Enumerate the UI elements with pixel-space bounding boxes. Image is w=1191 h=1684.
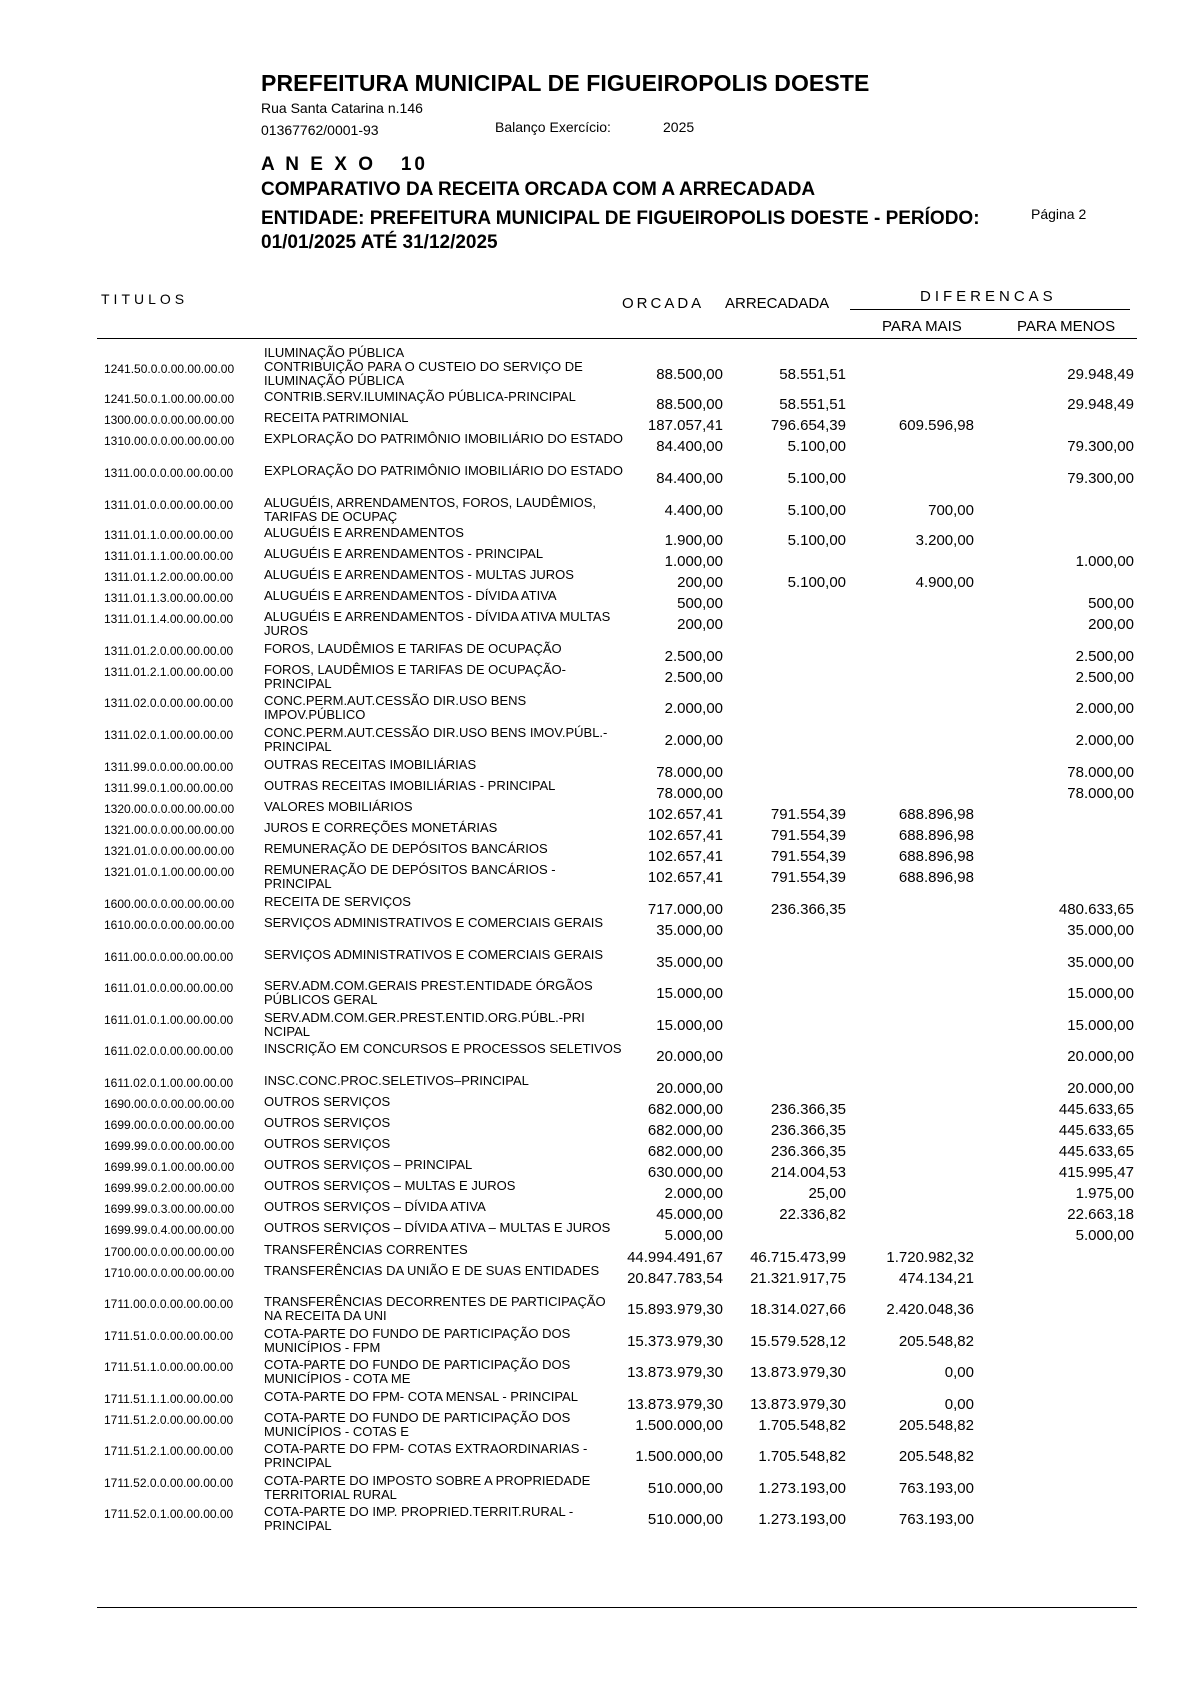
row-description: TRANSFERÊNCIAS DA UNIÃO E DE SUAS ENTIDADES	[264, 1263, 600, 1278]
row-para-mais: 688.896,98	[898, 827, 974, 844]
col-para-mais: PARA MAIS	[882, 318, 962, 335]
balanco-label: Balanço Exercício:	[495, 119, 611, 135]
row-orcada: 2.000,00	[664, 732, 723, 749]
col-diferencas: DIFERENCAS	[920, 288, 1057, 305]
row-code: 1711.51.2.0.00.00.00.00	[104, 1413, 234, 1427]
row-description: EXPLORAÇÃO DO PATRIMÔNIO IMOBILIÁRIO DO ESTADO	[264, 431, 623, 446]
row-code: 1611.02.0.1.00.00.00.00	[104, 1076, 234, 1090]
row-para-menos: 1.000,00	[1075, 553, 1134, 570]
row-description: CONC.PERM.AUT.CESSÃO DIR.USO BENS IMPOV.PÚBLICO	[264, 693, 527, 722]
row-orcada: 102.657,41	[647, 806, 723, 823]
row-arrecadada: 1.705.548,82	[758, 1417, 846, 1434]
row-arrecadada: 5.100,00	[787, 470, 846, 487]
row-code: 1711.52.0.0.00.00.00.00	[104, 1476, 234, 1490]
row-code: 1321.00.0.0.00.00.00.00	[104, 823, 235, 837]
row-arrecadada: 1.705.548,82	[758, 1448, 846, 1465]
row-code: 1311.01.1.0.00.00.00.00	[104, 528, 234, 542]
row-code: 1711.51.2.1.00.00.00.00	[104, 1444, 234, 1458]
row-code: 1690.00.0.0.00.00.00.00	[104, 1097, 235, 1111]
row-code: 1311.02.0.0.00.00.00.00	[104, 696, 234, 710]
row-code: 1311.99.0.1.00.00.00.00	[104, 781, 234, 795]
row-orcada: 200,00	[677, 616, 723, 633]
row-code: 1699.99.0.1.00.00.00.00	[104, 1160, 235, 1174]
row-orcada: 510.000,00	[647, 1480, 723, 1497]
row-orcada: 13.873.979,30	[627, 1396, 723, 1413]
row-para-mais: 763.193,00	[898, 1511, 974, 1528]
row-description: TRANSFERÊNCIAS CORRENTES	[264, 1242, 468, 1257]
col-titulos: TITULOS	[101, 291, 189, 307]
row-arrecadada: 236.366,35	[770, 1122, 846, 1139]
carried-description: ILUMINAÇÃO PÚBLICA	[264, 345, 405, 360]
row-description: ALUGUÉIS E ARRENDAMENTOS - MULTAS JUROS	[264, 567, 574, 582]
row-code: 1699.99.0.3.00.00.00.00	[104, 1202, 235, 1216]
row-para-menos: 5.000,00	[1075, 1227, 1134, 1244]
col-para-menos: PARA MENOS	[1017, 318, 1116, 335]
row-orcada: 630.000,00	[647, 1164, 723, 1181]
year-value: 2025	[663, 119, 695, 135]
row-orcada: 20.000,00	[656, 1048, 723, 1065]
row-code: 1311.01.1.2.00.00.00.00	[104, 570, 234, 584]
row-para-mais: 3.200,00	[915, 532, 974, 549]
row-orcada: 102.657,41	[647, 869, 723, 886]
row-arrecadada: 236.366,35	[770, 1143, 846, 1160]
row-para-menos: 29.948,49	[1067, 396, 1134, 413]
row-code: 1311.01.0.0.00.00.00.00	[104, 498, 234, 512]
row-orcada: 500,00	[677, 595, 723, 612]
row-description: OUTROS SERVIÇOS	[264, 1094, 391, 1109]
row-para-menos: 2.500,00	[1075, 669, 1134, 686]
cnpj-text: 01367762/0001-93	[261, 122, 379, 138]
row-arrecadada: 1.273.193,00	[758, 1480, 846, 1497]
row-arrecadada: 21.321.917,75	[750, 1270, 846, 1287]
row-description: INSC.CONC.PROC.SELETIVOS–PRINCIPAL	[264, 1073, 529, 1088]
row-orcada: 13.873.979,30	[627, 1364, 723, 1381]
row-arrecadada: 791.554,39	[770, 848, 846, 865]
address-text: Rua Santa Catarina n.146	[261, 100, 423, 116]
row-orcada: 1.500.000,00	[635, 1417, 723, 1434]
row-orcada: 2.000,00	[664, 700, 723, 717]
row-description: COTA-PARTE DO IMP. PROPRIED.TERRIT.RURAL - PRINCIPAL	[264, 1504, 574, 1533]
row-arrecadada: 791.554,39	[770, 806, 846, 823]
row-para-mais: 688.896,98	[898, 848, 974, 865]
row-description: FOROS, LAUDÊMIOS E TARIFAS DE OCUPAÇÃO-PRINCIPAL	[264, 662, 566, 691]
col-orcada: ORCADA	[622, 295, 705, 312]
row-para-mais: 763.193,00	[898, 1480, 974, 1497]
row-orcada: 15.373.979,30	[627, 1333, 723, 1350]
row-arrecadada: 214.004,53	[770, 1164, 846, 1181]
row-arrecadada: 5.100,00	[787, 502, 846, 519]
row-orcada: 5.000,00	[664, 1227, 723, 1244]
row-para-menos: 2.000,00	[1075, 732, 1134, 749]
row-description: SERVIÇOS ADMINISTRATIVOS E COMERCIAIS GERAIS	[264, 915, 604, 930]
row-orcada: 717.000,00	[647, 901, 723, 918]
row-para-menos: 15.000,00	[1067, 1017, 1134, 1034]
row-orcada: 682.000,00	[647, 1143, 723, 1160]
row-orcada: 35.000,00	[656, 922, 723, 939]
row-code: 1311.01.1.1.00.00.00.00	[104, 549, 234, 563]
row-description: OUTRAS RECEITAS IMOBILIÁRIAS - PRINCIPAL	[264, 778, 556, 793]
row-orcada: 1.500.000,00	[635, 1448, 723, 1465]
row-orcada: 88.500,00	[656, 396, 723, 413]
row-arrecadada: 22.336,82	[779, 1206, 846, 1223]
row-orcada: 88.500,00	[656, 366, 723, 383]
row-para-mais: 205.548,82	[898, 1448, 974, 1465]
row-description: OUTROS SERVIÇOS – DÍVIDA ATIVA	[264, 1199, 486, 1214]
row-code: 1241.50.0.0.00.00.00.00	[104, 362, 235, 376]
row-orcada: 2.500,00	[664, 648, 723, 665]
table-bottom-divider	[97, 1607, 1137, 1608]
row-description: EXPLORAÇÃO DO PATRIMÔNIO IMOBILIÁRIO DO ESTADO	[264, 463, 623, 478]
row-orcada: 84.400,00	[656, 470, 723, 487]
row-para-menos: 20.000,00	[1067, 1080, 1134, 1097]
row-description: REMUNERAÇÃO DE DEPÓSITOS BANCÁRIOS	[264, 841, 548, 856]
row-orcada: 682.000,00	[647, 1101, 723, 1118]
row-code: 1610.00.0.0.00.00.00.00	[104, 918, 235, 932]
report-subtitle: COMPARATIVO DA RECEITA ORCADA COM A ARRECADADA	[261, 179, 816, 200]
row-para-mais: 0,00	[944, 1396, 974, 1413]
row-para-menos: 78.000,00	[1067, 764, 1134, 781]
row-description: REMUNERAÇÃO DE DEPÓSITOS BANCÁRIOS - PRINCIPAL	[264, 862, 556, 891]
row-para-menos: 480.633,65	[1058, 901, 1134, 918]
entity-period: ENTIDADE: PREFEITURA MUNICIPAL DE FIGUEIROPOLIS DOESTE - PERÍODO: 01/01/2025 ATÉ 31/12/2025	[261, 208, 980, 253]
row-para-menos: 29.948,49	[1067, 366, 1134, 383]
row-para-mais: 4.900,00	[915, 574, 974, 591]
row-para-menos: 35.000,00	[1067, 922, 1134, 939]
row-arrecadada: 15.579.528,12	[750, 1333, 846, 1350]
row-code: 1699.99.0.0.00.00.00.00	[104, 1139, 235, 1153]
row-code: 1711.52.0.1.00.00.00.00	[104, 1507, 234, 1521]
row-arrecadada: 25,00	[808, 1185, 846, 1202]
row-description: COTA-PARTE DO FUNDO DE PARTICIPAÇÃO DOS MUNICÍPIOS - COTAS E	[264, 1410, 571, 1439]
row-para-menos: 79.300,00	[1067, 438, 1134, 455]
row-arrecadada: 5.100,00	[787, 532, 846, 549]
row-arrecadada: 46.715.473,99	[750, 1249, 846, 1266]
row-description: SERV.ADM.COM.GERAIS PREST.ENTIDADE ÓRGÃOS PÚBLICOS GERAL	[264, 978, 593, 1007]
row-orcada: 15.000,00	[656, 985, 723, 1002]
row-orcada: 1.000,00	[664, 553, 723, 570]
row-orcada: 78.000,00	[656, 764, 723, 781]
row-para-mais: 205.548,82	[898, 1333, 974, 1350]
row-code: 1241.50.0.1.00.00.00.00	[104, 392, 235, 406]
row-para-menos: 445.633,65	[1058, 1101, 1134, 1118]
row-para-menos: 20.000,00	[1067, 1048, 1134, 1065]
page-number: Página 2	[1031, 206, 1087, 222]
row-code: 1311.01.1.3.00.00.00.00	[104, 591, 234, 605]
row-code: 1700.00.0.0.00.00.00.00	[104, 1245, 235, 1259]
row-arrecadada: 18.314.027,66	[750, 1301, 846, 1318]
row-description: OUTROS SERVIÇOS	[264, 1115, 391, 1130]
row-arrecadada: 791.554,39	[770, 869, 846, 886]
row-arrecadada: 236.366,35	[770, 901, 846, 918]
row-arrecadada: 58.551,51	[779, 396, 846, 413]
row-code: 1311.01.2.1.00.00.00.00	[104, 665, 234, 679]
row-orcada: 15.893.979,30	[627, 1301, 723, 1318]
row-arrecadada: 5.100,00	[787, 574, 846, 591]
row-code: 1699.99.0.2.00.00.00.00	[104, 1181, 235, 1195]
row-arrecadada: 13.873.979,30	[750, 1364, 846, 1381]
row-code: 1600.00.0.0.00.00.00.00	[104, 897, 235, 911]
row-description: RECEITA PATRIMONIAL	[264, 410, 409, 425]
row-para-menos: 35.000,00	[1067, 954, 1134, 971]
row-para-mais: 205.548,82	[898, 1417, 974, 1434]
row-para-menos: 78.000,00	[1067, 785, 1134, 802]
row-code: 1311.00.0.0.00.00.00.00	[104, 466, 234, 480]
row-orcada: 2.500,00	[664, 669, 723, 686]
row-para-mais: 0,00	[944, 1364, 974, 1381]
row-para-mais: 474.134,21	[898, 1270, 974, 1287]
row-para-menos: 79.300,00	[1067, 470, 1134, 487]
row-para-mais: 1.720.982,32	[886, 1249, 974, 1266]
row-orcada: 200,00	[677, 574, 723, 591]
row-code: 1311.99.0.0.00.00.00.00	[104, 760, 234, 774]
row-code: 1699.00.0.0.00.00.00.00	[104, 1118, 235, 1132]
row-code: 1611.00.0.0.00.00.00.00	[104, 950, 234, 964]
row-description: COTA-PARTE DO FUNDO DE PARTICIPAÇÃO DOS MUNICÍPIOS - COTA ME	[264, 1357, 571, 1386]
row-orcada: 187.057,41	[647, 417, 723, 434]
report-title: PREFEITURA MUNICIPAL DE FIGUEIROPOLIS DOESTE	[261, 70, 870, 96]
row-description: ALUGUÉIS E ARRENDAMENTOS	[264, 525, 464, 540]
row-code: 1300.00.0.0.00.00.00.00	[104, 413, 235, 427]
row-orcada: 682.000,00	[647, 1122, 723, 1139]
row-orcada: 102.657,41	[647, 827, 723, 844]
row-description: COTA-PARTE DO FPM- COTA MENSAL - PRINCIPAL	[264, 1389, 578, 1404]
row-code: 1321.01.0.1.00.00.00.00	[104, 865, 235, 879]
row-arrecadada: 13.873.979,30	[750, 1396, 846, 1413]
row-code: 1710.00.0.0.00.00.00.00	[104, 1266, 235, 1280]
row-description: OUTROS SERVIÇOS – MULTAS E JUROS	[264, 1178, 516, 1193]
row-para-menos: 22.663,18	[1067, 1206, 1134, 1223]
row-orcada: 1.900,00	[664, 532, 723, 549]
row-para-menos: 2.000,00	[1075, 700, 1134, 717]
row-code: 1311.02.0.1.00.00.00.00	[104, 728, 234, 742]
row-orcada: 44.994.491,67	[627, 1249, 723, 1266]
row-description: CONTRIBUIÇÃO PARA O CUSTEIO DO SERVIÇO DE ILUMINAÇÃO PÚBLICA	[264, 359, 583, 388]
row-arrecadada: 796.654,39	[770, 417, 846, 434]
row-code: 1699.99.0.4.00.00.00.00	[104, 1223, 235, 1237]
row-description: RECEITA DE SERVIÇOS	[264, 894, 411, 909]
row-code: 1711.51.0.0.00.00.00.00	[104, 1329, 234, 1343]
row-para-menos: 500,00	[1088, 595, 1134, 612]
row-para-menos: 415.995,47	[1058, 1164, 1134, 1181]
row-arrecadada: 791.554,39	[770, 827, 846, 844]
row-code: 1711.51.1.1.00.00.00.00	[104, 1392, 234, 1406]
row-code: 1310.00.0.0.00.00.00.00	[104, 434, 235, 448]
row-para-mais: 700,00	[928, 502, 974, 519]
row-description: VALORES MOBILIÁRIOS	[264, 799, 413, 814]
row-para-mais: 2.420.048,36	[886, 1301, 974, 1318]
row-orcada: 4.400,00	[664, 502, 723, 519]
row-para-menos: 15.000,00	[1067, 985, 1134, 1002]
row-description: COTA-PARTE DO FUNDO DE PARTICIPAÇÃO DOS MUNICÍPIOS - FPM	[264, 1326, 571, 1355]
row-code: 1311.01.2.0.00.00.00.00	[104, 644, 234, 658]
row-orcada: 510.000,00	[647, 1511, 723, 1528]
row-orcada: 102.657,41	[647, 848, 723, 865]
row-description: COTA-PARTE DO IMPOSTO SOBRE A PROPRIEDADE TERRITORIAL RURAL	[264, 1473, 591, 1502]
row-para-menos: 200,00	[1088, 616, 1134, 633]
row-code: 1611.01.0.0.00.00.00.00	[104, 981, 234, 995]
row-description: FOROS, LAUDÊMIOS E TARIFAS DE OCUPAÇÃO	[264, 641, 562, 656]
row-code: 1611.02.0.0.00.00.00.00	[104, 1044, 234, 1058]
row-description: OUTROS SERVIÇOS – PRINCIPAL	[264, 1157, 473, 1172]
row-code: 1711.00.0.0.00.00.00.00	[104, 1297, 234, 1311]
row-description: CONC.PERM.AUT.CESSÃO DIR.USO BENS IMOV.PÚBL.-PRINCIPAL	[264, 725, 608, 754]
row-para-mais: 688.896,98	[898, 806, 974, 823]
row-orcada: 35.000,00	[656, 954, 723, 971]
row-code: 1611.01.0.1.00.00.00.00	[104, 1013, 234, 1027]
row-description: OUTROS SERVIÇOS	[264, 1136, 391, 1151]
row-description: ALUGUÉIS E ARRENDAMENTOS - PRINCIPAL	[264, 546, 544, 561]
row-para-menos: 2.500,00	[1075, 648, 1134, 665]
row-description: ALUGUÉIS, ARRENDAMENTOS, FOROS, LAUDÊMIOS, TARIFAS DE OCUPAÇ	[264, 495, 597, 524]
row-description: ALUGUÉIS E ARRENDAMENTOS - DÍVIDA ATIVA MULTAS JUROS	[264, 609, 611, 638]
row-description: TRANSFERÊNCIAS DECORRENTES DE PARTICIPAÇÃO NA RECEITA DA UNI	[264, 1294, 606, 1323]
row-para-mais: 609.596,98	[898, 417, 974, 434]
row-arrecadada: 236.366,35	[770, 1101, 846, 1118]
row-description: ALUGUÉIS E ARRENDAMENTOS - DÍVIDA ATIVA	[264, 588, 557, 603]
row-code: 1320.00.0.0.00.00.00.00	[104, 802, 235, 816]
row-description: SERVIÇOS ADMINISTRATIVOS E COMERCIAIS GERAIS	[264, 947, 604, 962]
row-para-menos: 1.975,00	[1075, 1185, 1134, 1202]
row-orcada: 20.000,00	[656, 1080, 723, 1097]
row-description: INSCRIÇÃO EM CONCURSOS E PROCESSOS SELETIVOS	[264, 1041, 622, 1056]
row-para-menos: 445.633,65	[1058, 1122, 1134, 1139]
row-arrecadada: 58.551,51	[779, 366, 846, 383]
row-orcada: 45.000,00	[656, 1206, 723, 1223]
row-code: 1711.51.1.0.00.00.00.00	[104, 1360, 234, 1374]
row-description: OUTROS SERVIÇOS – DÍVIDA ATIVA – MULTAS E JUROS	[264, 1220, 611, 1235]
row-description: SERV.ADM.COM.GER.PREST.ENTID.ORG.PÚBL.-PRI NCIPAL	[264, 1010, 585, 1039]
row-arrecadada: 5.100,00	[787, 438, 846, 455]
col-arrecadada: ARRECADADA	[725, 295, 830, 312]
row-orcada: 15.000,00	[656, 1017, 723, 1034]
row-orcada: 78.000,00	[656, 785, 723, 802]
row-description: CONTRIB.SERV.ILUMINAÇÃO PÚBLICA-PRINCIPAL	[264, 389, 576, 404]
row-description: COTA-PARTE DO FPM- COTAS EXTRAORDINARIAS - PRINCIPAL	[264, 1441, 588, 1470]
row-code: 1321.01.0.0.00.00.00.00	[104, 844, 235, 858]
anexo-heading: A N E X O 10	[261, 154, 428, 175]
row-code: 1311.01.1.4.00.00.00.00	[104, 612, 234, 626]
row-orcada: 20.847.783,54	[627, 1270, 723, 1287]
row-description: JUROS E CORREÇÕES MONETÁRIAS	[264, 820, 498, 835]
row-orcada: 2.000,00	[664, 1185, 723, 1202]
row-para-mais: 688.896,98	[898, 869, 974, 886]
row-arrecadada: 1.273.193,00	[758, 1511, 846, 1528]
row-orcada: 84.400,00	[656, 438, 723, 455]
row-description: OUTRAS RECEITAS IMOBILIÁRIAS	[264, 757, 477, 772]
row-para-menos: 445.633,65	[1058, 1143, 1134, 1160]
